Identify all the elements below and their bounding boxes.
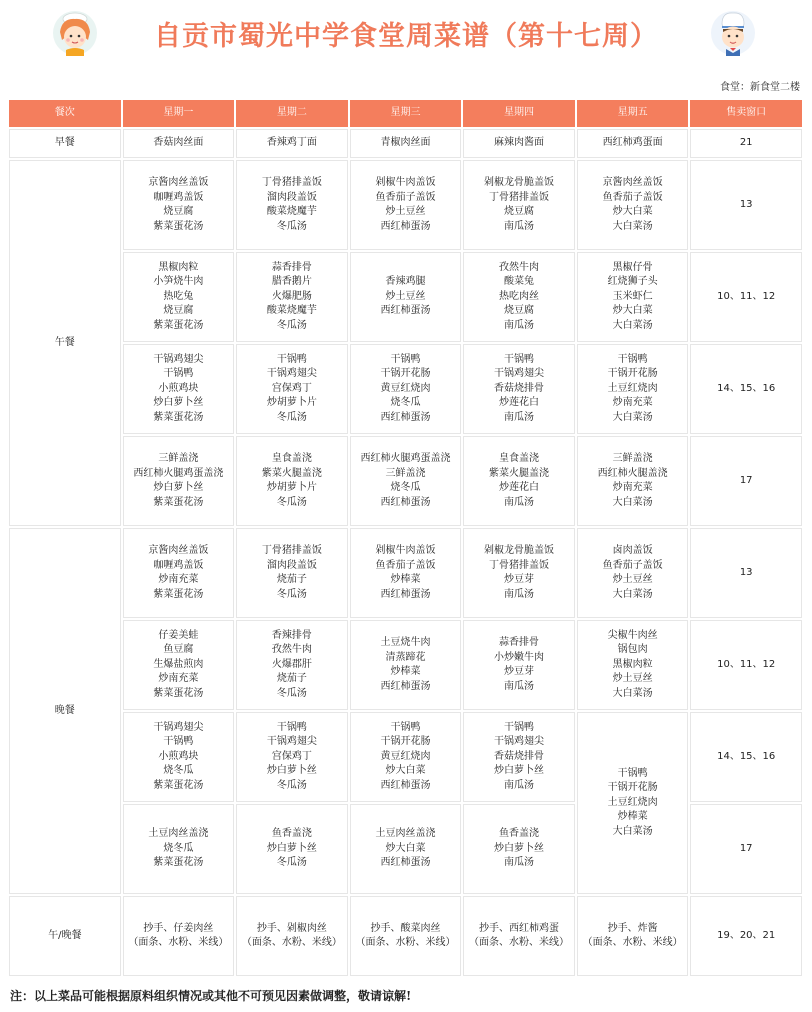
menu-cell: 干锅鸭 干锅鸡翅尖 香菇烧排骨 炒莲花白 南瓜汤 [463,344,575,434]
window-cell: 10、11、12 [690,620,802,710]
header-monday: 星期一 [123,100,235,127]
menu-cell: 抄手、西红柿鸡蛋 （面条、水粉、米线） [463,896,575,976]
menu-cell: 京酱肉丝盖饭 咖喱鸡盖饭 烧豆腐 紫菜蛋花汤 [123,160,235,250]
menu-cell: 抄手、酸菜肉丝 （面条、水粉、米线） [350,896,462,976]
menu-cell: 蒜香排骨 腊香鹅片 火爆肥肠 酸菜烧魔芋 冬瓜汤 [236,252,348,342]
menu-cell: 干锅鸭 干锅鸡翅尖 香菇烧排骨 炒白萝卜丝 南瓜汤 [463,712,575,802]
dinner-row [9,620,802,710]
menu-cell: 剁椒牛肉盖饭 鱼香茄子盖饭 炒土豆丝 西红柿蛋汤 [350,160,462,250]
dinner-row [9,528,802,618]
menu-cell: 丁骨猪排盖饭 溜肉段盖饭 酸菜烧魔芋 冬瓜汤 [236,160,348,250]
menu-cell: 皇食盖浇 紫菜火腿盖浇 炒胡萝卜片 冬瓜汤 [236,436,348,526]
meal-label-dinner: 晚餐 [9,528,121,894]
menu-cell: 鱼香盖浇 炒白萝卜丝 冬瓜汤 [236,804,348,894]
menu-cell: 西红柿火腿鸡蛋盖浇 三鲜盖浇 烧冬瓜 西红柿蛋汤 [350,436,462,526]
lunch-row [9,160,802,250]
table-header-row [9,100,802,127]
menu-cell: 土豆肉丝盖浇 烧冬瓜 紫菜蛋花汤 [123,804,235,894]
menu-cell: 干锅鸡翅尖 干锅鸭 小煎鸡块 烧冬瓜 紫菜蛋花汤 [123,712,235,802]
window-cell: 19、20、21 [690,896,802,976]
menu-cell: 孜然牛肉 酸菜兔 热吃肉丝 烧豆腐 南瓜汤 [463,252,575,342]
menu-cell: 干锅鸭 干锅开花肠 土豆红烧肉 炒南充菜 大白菜汤 [577,344,689,434]
weekly-menu-table [7,98,804,978]
menu-cell: 丁骨猪排盖饭 溜肉段盖饭 烧茄子 冬瓜汤 [236,528,348,618]
window-cell: 13 [690,528,802,618]
menu-cell: 香辣鸡腿 炒土豆丝 西红柿蛋汤 [350,252,462,342]
window-cell: 17 [690,804,802,894]
header-tuesday: 星期二 [236,100,348,127]
menu-cell: 抄手、仔姜肉丝 （面条、水粉、米线） [123,896,235,976]
header-window: 售卖窗口 [690,100,802,127]
window-cell: 10、11、12 [690,252,802,342]
menu-cell: 卤肉盖饭 鱼香茄子盖饭 炒土豆丝 大白菜汤 [577,528,689,618]
menu-cell: 尖椒牛肉丝 锅包肉 黑椒肉粒 炒土豆丝 大白菜汤 [577,620,689,710]
menu-cell: 京酱肉丝盖饭 咖喱鸡盖饭 炒南充菜 紫菜蛋花汤 [123,528,235,618]
page-title: 自贡市蜀光中学食堂周菜谱（第十七周） [154,21,658,52]
menu-cell: 剁椒龙骨脆盖饭 丁骨猪排盖饭 烧豆腐 南瓜汤 [463,160,575,250]
menu-cell: 抄手、剁椒肉丝 （面条、水粉、米线） [236,896,348,976]
menu-cell: 干锅鸭 干锅鸡翅尖 宫保鸡丁 炒胡萝卜片 冬瓜汤 [236,344,348,434]
menu-cell: 皇食盖浇 紫菜火腿盖浇 炒莲花白 南瓜汤 [463,436,575,526]
meal-label-lunch: 午餐 [9,160,121,526]
menu-cell: 麻辣肉酱面 [463,129,575,158]
menu-cell: 鱼香盖浇 炒白萝卜丝 南瓜汤 [463,804,575,894]
dinner-row [9,712,802,802]
menu-cell: 蒜香排骨 小炒嫩牛肉 炒豆芽 南瓜汤 [463,620,575,710]
menu-cell: 干锅鸡翅尖 干锅鸭 小煎鸡块 炒白萝卜丝 紫菜蛋花汤 [123,344,235,434]
menu-cell: 黑椒仔骨 红烧狮子头 玉米虾仁 炒大白菜 大白菜汤 [577,252,689,342]
footer-note: 注：以上菜品可能根据原料组织情况或其他不可预见因素做调整，敬请谅解! [10,989,412,1003]
menu-cell: 干锅鸭 干锅开花肠 土豆红烧肉 炒棒菜 大白菜汤 [577,712,689,894]
menu-cell: 干锅鸭 干锅开花肠 黄豆红烧肉 炒大白菜 西红柿蛋汤 [350,712,462,802]
menu-cell: 土豆烧牛肉 清蒸蹄花 炒棒菜 西红柿蛋汤 [350,620,462,710]
menu-cell: 京酱肉丝盖饭 鱼香茄子盖饭 炒大白菜 大白菜汤 [577,160,689,250]
canteen-location: 食堂：新食堂二楼 [720,82,800,93]
menu-cell: 香辣排骨 孜然牛肉 火爆郡肝 烧茄子 冬瓜汤 [236,620,348,710]
menu-cell: 干锅鸭 干锅开花肠 黄豆红烧肉 烧冬瓜 西红柿蛋汤 [350,344,462,434]
header-friday: 星期五 [577,100,689,127]
menu-cell: 仔姜美蛙 鱼豆腐 生爆盐煎肉 炒南充菜 紫菜蛋花汤 [123,620,235,710]
boy-chef-mascot-icon [710,10,756,56]
meal-label-breakfast: 早餐 [9,129,121,158]
header-meal: 餐次 [9,100,121,127]
menu-cell: 土豆肉丝盖浇 炒大白菜 西红柿蛋汤 [350,804,462,894]
header-wednesday: 星期三 [350,100,462,127]
lunch-row [9,252,802,342]
window-cell: 14、15、16 [690,344,802,434]
menu-cell: 剁椒牛肉盖饭 鱼香茄子盖饭 炒棒菜 西红柿蛋汤 [350,528,462,618]
menu-cell: 香菇肉丝面 [123,129,235,158]
menu-cell: 抄手、炸酱 （面条、水粉、米线） [577,896,689,976]
menu-cell: 香辣鸡丁面 [236,129,348,158]
lunch-row [9,436,802,526]
meal-label-lunch-dinner: 午/晚餐 [9,896,121,976]
menu-cell: 三鲜盖浇 西红柿火腿鸡蛋盖浇 炒白萝卜丝 紫菜蛋花汤 [123,436,235,526]
breakfast-row [9,129,802,158]
menu-cell: 三鲜盖浇 西红柿火腿盖浇 炒南充菜 大白菜汤 [577,436,689,526]
header-thursday: 星期四 [463,100,575,127]
menu-cell: 干锅鸭 干锅鸡翅尖 宫保鸡丁 炒白萝卜丝 冬瓜汤 [236,712,348,802]
window-cell: 13 [690,160,802,250]
window-cell: 21 [690,129,802,158]
window-cell: 17 [690,436,802,526]
menu-cell: 青椒肉丝面 [350,129,462,158]
menu-cell: 西红柿鸡蛋面 [577,129,689,158]
lunch-row [9,344,802,434]
menu-cell: 剁椒龙骨脆盖饭 丁骨猪排盖饭 炒豆芽 南瓜汤 [463,528,575,618]
window-cell: 14、15、16 [690,712,802,802]
menu-cell: 黑椒肉粒 小笋烧牛肉 热吃兔 烧豆腐 紫菜蛋花汤 [123,252,235,342]
page-header [0,0,812,70]
lunch-dinner-row [9,896,802,976]
